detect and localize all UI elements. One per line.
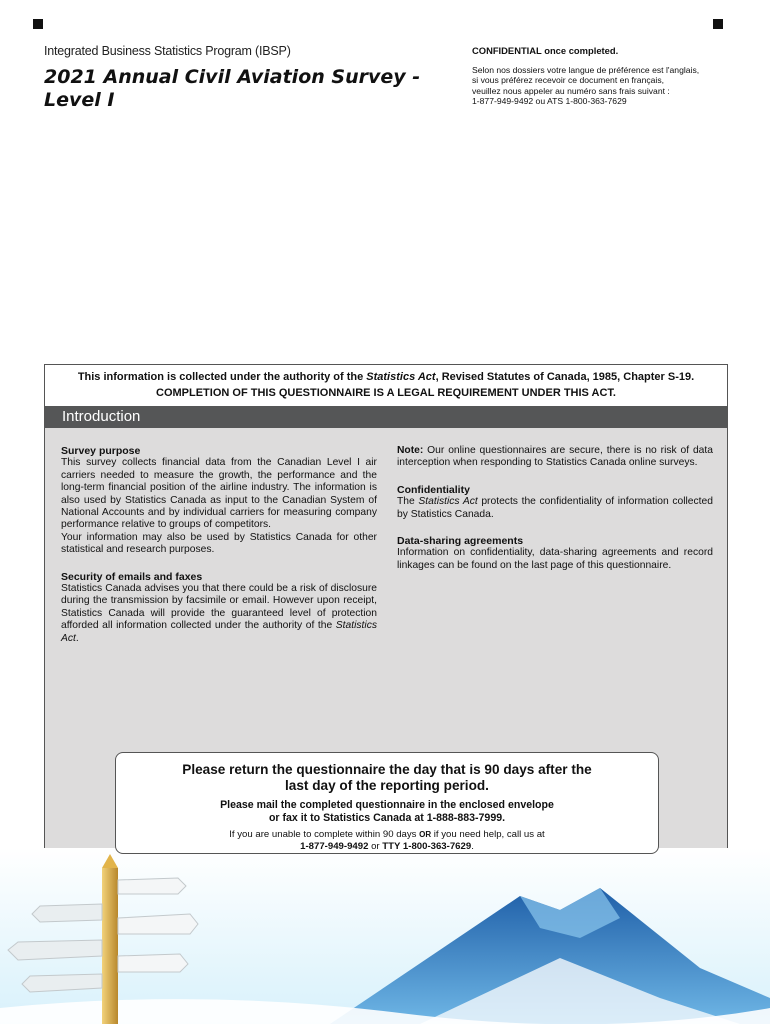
- tty-phone: TTY 1-800-363-7629: [382, 841, 472, 852]
- french-line-4: 1-877-949-9492 ou ATS 1-800-363-7629: [472, 96, 627, 107]
- mail-instructions: Please mail the completed questionnaire in the enclosed envelope or fax it to Statistics Canada at 1-888-883-7999.: [220, 799, 554, 824]
- intro-left-column: [61, 445, 377, 645]
- authority-line-2: COMPLETION OF THIS QUESTIONNAIRE IS A LEGAL REQUIREMENT UNDER THIS ACT.: [156, 387, 616, 399]
- authority-statement: [45, 365, 727, 406]
- help-contact: If you are unable to complete within 90 days OR if you need help, call us at 1-877-949-9492 or TTY 1-800-363-7629.: [229, 829, 545, 852]
- confidential-notice: [472, 46, 742, 107]
- note-text: Note: Our online questionnaires are secure, there is no risk of data interception when responding to Statistics Canada online surveys.: [397, 445, 713, 469]
- confidential-heading: CONFIDENTIAL once completed.: [472, 45, 619, 56]
- confidentiality-text: The Statistics Act protects the confidentiality of information collected by Statistics Canada.: [397, 496, 713, 520]
- return-instructions: [115, 752, 659, 854]
- help-phone: 1-877-949-9492: [300, 841, 369, 852]
- introduction-heading: Introduction: [62, 408, 141, 425]
- statistics-act-ref: Statistics Act: [366, 371, 436, 383]
- introduction-header: [45, 406, 727, 428]
- french-line-1: Selon nos dossiers votre langue de préférence est l'anglais,: [472, 64, 700, 75]
- confidentiality-heading: Confidentiality: [397, 483, 470, 496]
- program-name: Integrated Business Statistics Program (IBSP): [44, 44, 291, 58]
- survey-purpose-heading: Survey purpose: [61, 445, 141, 457]
- french-line-2: si vous préférez recevoir ce document en français,: [472, 75, 665, 86]
- authority-line-1: This information is collected under the authority of the Statistics Act, Revised Statutes of Canada, 1985, Chapter S-19.: [77, 371, 695, 383]
- registration-mark-right: [713, 19, 723, 29]
- intro-right-column: [397, 445, 713, 572]
- data-sharing-text: Information on confidentiality, data-sharing agreements and record linkages can be found on the last page of this questionnaire.: [397, 547, 713, 571]
- landscape-illustration: [0, 848, 770, 1024]
- survey-purpose-text: This survey collects financial data from the Canadian Level I air carriers needed to measure the growth, the performance and the long-term financial position of the airline industry. The information is also used by Statistics Canada as input to the Canadian System of National Accounts and by individual carriers for measuring company performance relative to groups of competitors.: [61, 457, 377, 531]
- return-deadline: Please return the questionnaire the day that is 90 days after the last day of the reporting period.: [182, 762, 592, 793]
- security-heading: Security of emails and faxes: [61, 570, 203, 583]
- survey-title: 2021 Annual Civil Aviation Survey - Level I: [44, 66, 421, 111]
- registration-mark-left: [33, 19, 43, 29]
- french-line-3: veuillez nous appeler au numéro sans frais suivant :: [472, 85, 670, 96]
- survey-purpose-text-2: Your information may also be used by Statistics Canada for other statistical and research purposes.: [61, 531, 377, 556]
- security-text: Statistics Canada advises you that there could be a risk of disclosure during the transmission by facsimile or email. However upon receipt, Statistics Canada will provide the guaranteed level of protection afforded all information collected under the authority of the Statistics Act.: [61, 583, 377, 644]
- data-sharing-heading: Data-sharing agreements: [397, 535, 524, 548]
